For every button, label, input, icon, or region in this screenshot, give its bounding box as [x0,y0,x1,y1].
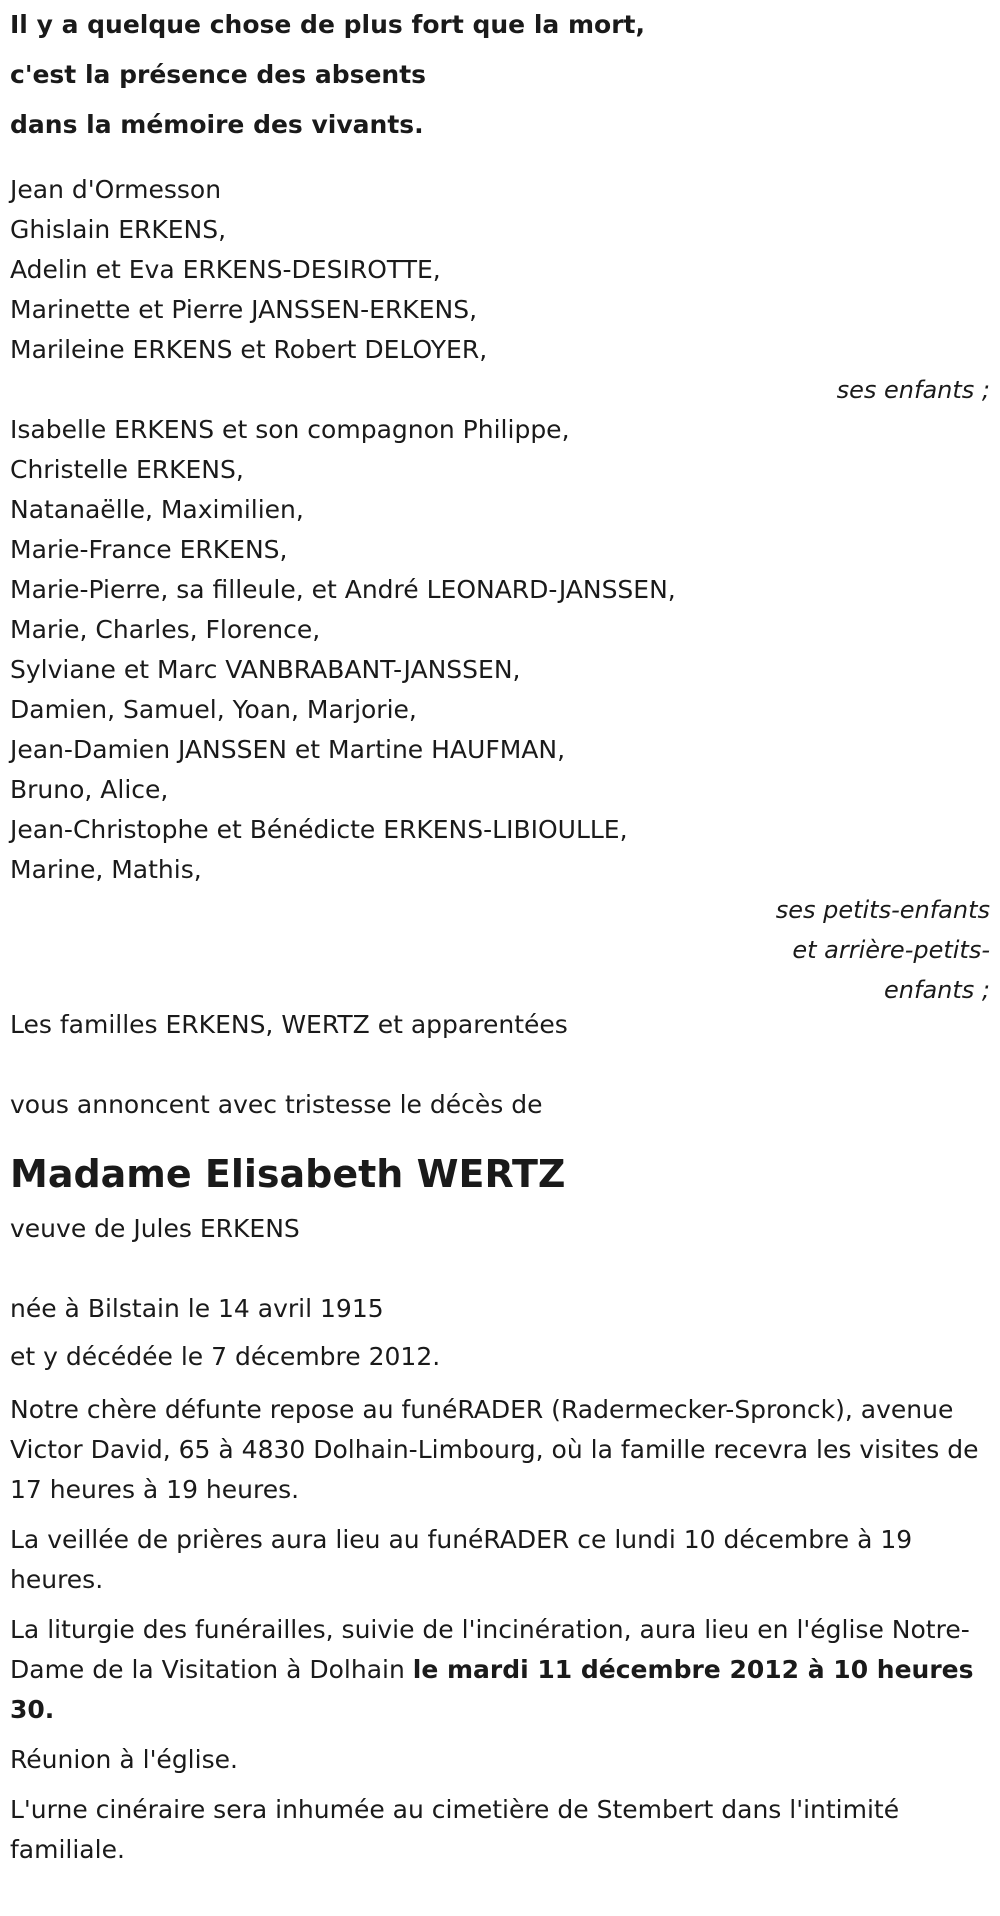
list-item: Sylviane et Marc VANBRABANT-JANSSEN, [10,655,521,684]
list-item: Adelin et Eva ERKENS-DESIROTTE, [10,255,441,284]
list-item: Marie-Pierre, sa filleule, et André LEONARD-JANSSEN, [10,575,676,604]
vigil-paragraph: La veillée de prières aura lieu au funéRADER ce lundi 10 décembre à 19 heures. [10,1525,913,1594]
list-item: Christelle ERKENS, [10,455,244,484]
list-item: Marie-France ERKENS, [10,535,288,564]
list-item: Marine, Mathis, [10,855,202,884]
families: Les familles ERKENS, WERTZ et apparentées [10,1010,568,1039]
children-list [10,210,990,370]
list-item: Jean-Damien JANSSEN et Martine HAUFMAN, [10,735,566,764]
urn-paragraph: L'urne cinéraire sera inhumée au cimetière de Stembert dans l'intimité familiale. [10,1795,900,1864]
quote-author: Jean d'Ormesson [10,175,222,204]
role-line: enfants ; [884,976,990,1004]
quote-line: Il y a quelque chose de plus fort que la mort, [10,10,645,39]
children-role: ses enfants ; [836,376,990,404]
list-item: Jean-Christophe et Bénédicte ERKENS-LIBIOULLE, [10,815,628,844]
list-item: Marie, Charles, Florence, [10,615,321,644]
liturgy-date: le mardi 11 décembre 2012 à 10 heures 30. [10,1655,974,1724]
repose-paragraph: Notre chère défunte repose au funéRADER (Radermecker-Spronck), avenue Victor David, 65 à 4830 Dolhain-Limbourg, où la famille recevra les visites de 17 heures à 19 heures. [10,1395,979,1504]
list-item: Isabelle ERKENS et son compagnon Philippe, [10,415,570,444]
list-item: Damien, Samuel, Yoan, Marjorie, [10,695,417,724]
list-item: Bruno, Alice, [10,775,169,804]
deceased-name: Madame Elisabeth WERTZ [10,1152,566,1196]
role-line: ses petits-enfants [775,896,990,924]
widow-of: veuve de Jules ERKENS [10,1214,300,1243]
announcement: vous annoncent avec tristesse le décès de [10,1090,543,1119]
birth-info: née à Bilstain le 14 avril 1915 [10,1294,384,1323]
role-line: et arrière-petits- [792,936,990,964]
death-info: et y décédée le 7 décembre 2012. [10,1342,441,1371]
meeting-paragraph: Réunion à l'église. [10,1745,238,1774]
liturgy-paragraph [10,1610,990,1730]
list-item: Marileine ERKENS et Robert DELOYER, [10,335,488,364]
quote-line: c'est la présence des absents [10,60,427,89]
list-item: Natanaëlle, Maximilien, [10,495,304,524]
list-item: Ghislain ERKENS, [10,215,227,244]
grandchildren-list [10,410,990,890]
liturgy-text: La liturgie des funérailles, suivie de l'incinération, aura lieu en l'église Notre-Dame de la Visitation à Dolhain [10,1615,970,1684]
grandchildren-role [10,890,990,1010]
list-item: Marinette et Pierre JANSSEN-ERKENS, [10,295,478,324]
quote [10,0,990,150]
quote-line: dans la mémoire des vivants. [10,110,424,139]
